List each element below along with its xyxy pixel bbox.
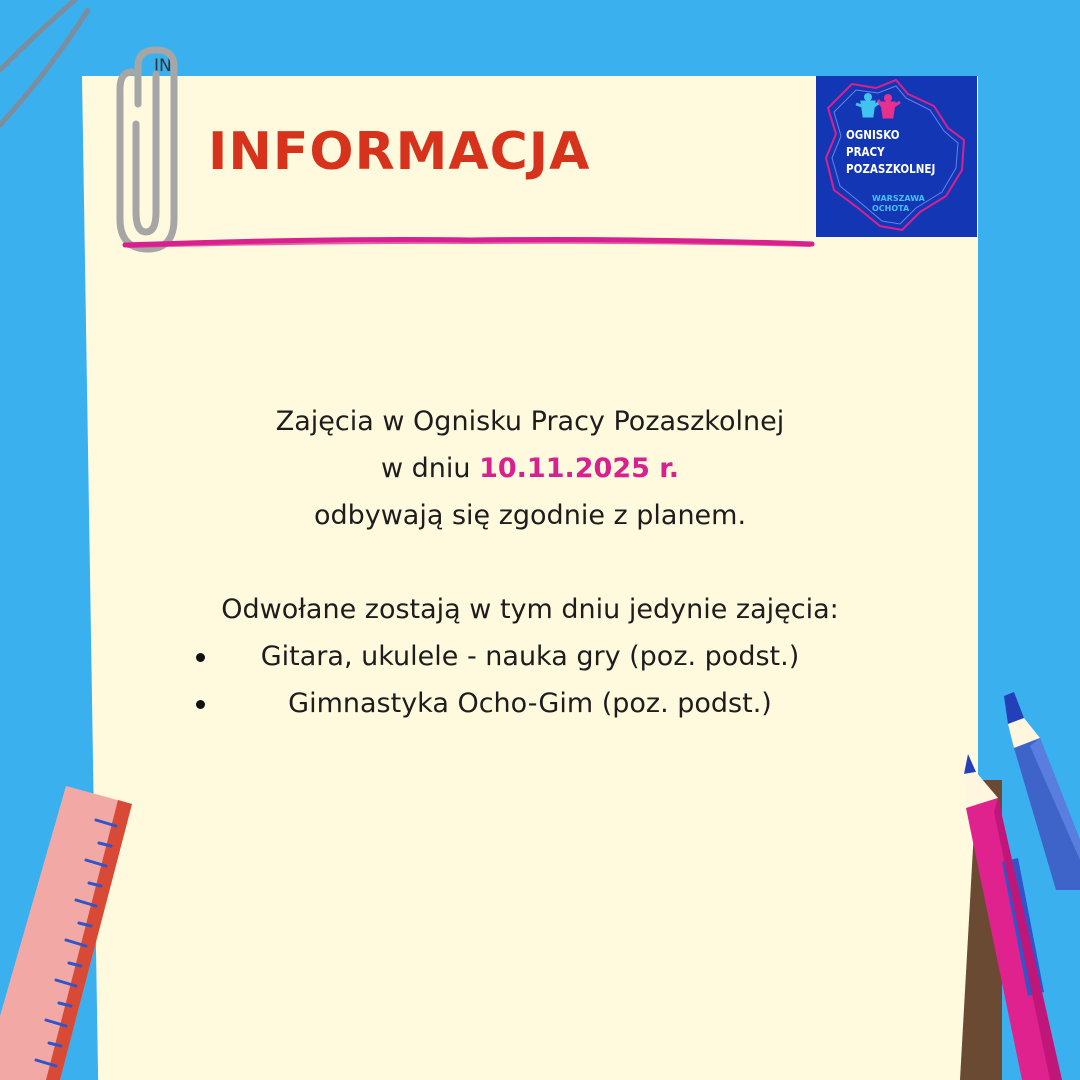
notice-body xyxy=(130,398,930,727)
notice-line-2 xyxy=(130,445,930,492)
notice-line-3: odbywają się zgodnie z planem. xyxy=(313,500,747,531)
page-title: INFORMACJA xyxy=(208,122,591,182)
title-underline xyxy=(120,232,820,252)
cancel-intro: Odwołane zostają w tym dniu jedynie zajęcia: xyxy=(221,594,839,625)
logo-sub-2: OCHOTA xyxy=(872,204,910,213)
ognisko-logo xyxy=(816,76,977,237)
header-tiny-label: IN xyxy=(154,56,172,76)
logo-line-2: PRACY xyxy=(846,144,885,159)
cancelled-item-label: Gimnastyka Ocho-Gim (poz. podst.) xyxy=(288,688,772,719)
pink-pencil-icon xyxy=(958,752,1068,1080)
logo-line-3: POZASZKOLNEJ xyxy=(846,161,936,176)
bullet-icon xyxy=(196,700,205,709)
notice-line-1: Zajęcia w Ognisku Pracy Pozaszkolnej xyxy=(275,406,785,437)
bullet-icon xyxy=(196,653,205,662)
paperclip-icon xyxy=(108,44,190,256)
logo-line-1: OGNISKO xyxy=(846,127,900,142)
cancelled-item xyxy=(130,680,930,727)
cancelled-item xyxy=(130,633,930,680)
curved-lines-icon xyxy=(0,0,90,130)
notice-date-prefix: w dniu xyxy=(380,453,480,484)
notice-date: 10.11.2025 r. xyxy=(479,453,680,484)
ruler-icon xyxy=(0,786,135,1080)
logo-sub-1: WARSZAWA xyxy=(872,194,925,203)
cancelled-item-label: Gitara, ukulele - nauka gry (poz. podst.) xyxy=(260,641,800,672)
